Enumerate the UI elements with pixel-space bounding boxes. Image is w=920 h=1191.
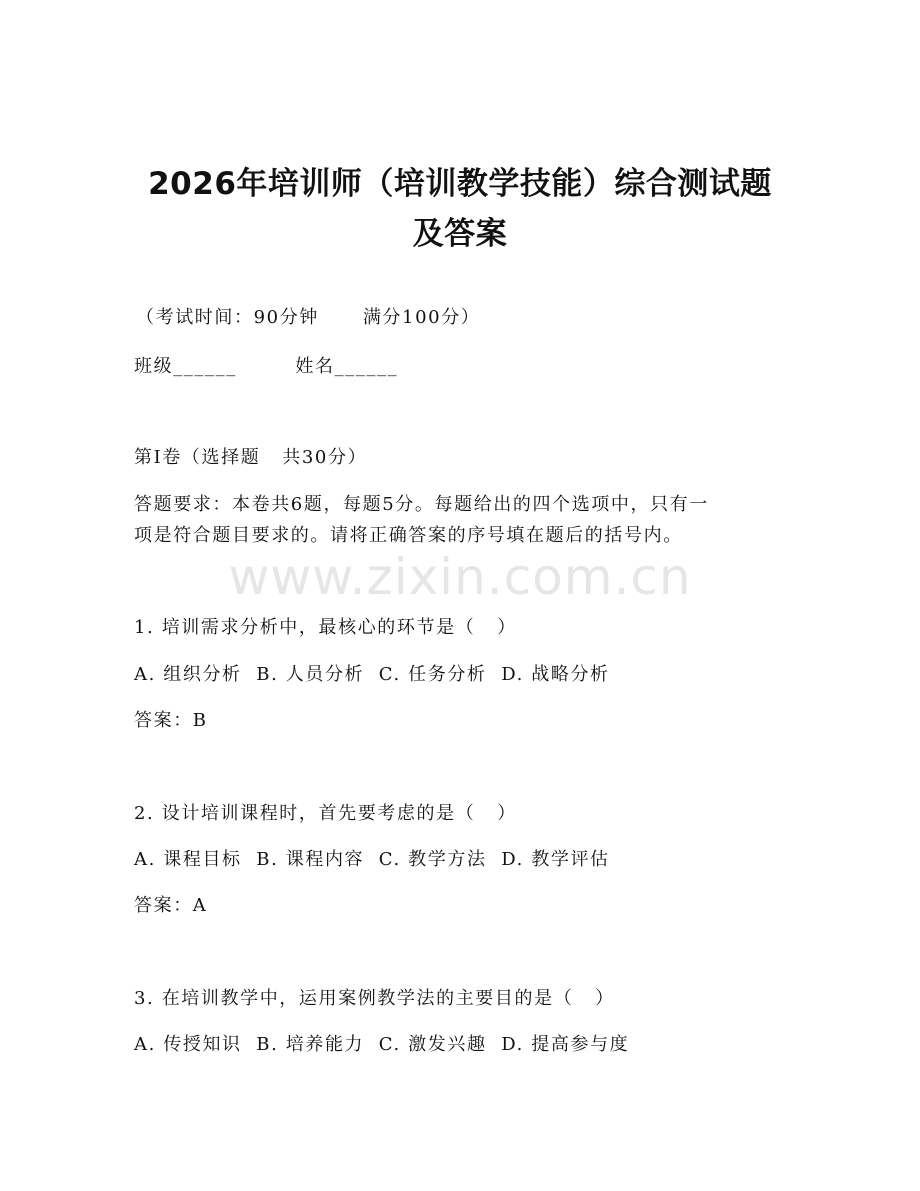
question-2-stem: 2. 设计培训课程时，首先要考虑的是（ ） bbox=[134, 803, 517, 824]
watermark: www.zixin.com.cn bbox=[228, 548, 692, 606]
question-3-stem: 3. 在培训教学中，运用案例教学法的主要目的是（ ） bbox=[134, 988, 615, 1009]
question-1-options: A. 组织分析 B. 人员分析 C. 任务分析 D. 战略分析 bbox=[134, 664, 610, 685]
instructions-line-1: 答题要求：本卷共6题，每题5分。每题给出的四个选项中，只有一 bbox=[134, 494, 709, 515]
class-name-fields: 班级______ 姓名______ bbox=[134, 356, 399, 377]
question-3-options: A. 传授知识 B. 培养能力 C. 激发兴趣 D. 提高参与度 bbox=[134, 1034, 630, 1055]
question-1-stem: 1. 培训需求分析中，最核心的环节是（ ） bbox=[134, 617, 517, 638]
section-heading: 第I卷（选择题 共30分） bbox=[134, 447, 368, 468]
question-2-answer: 答案：A bbox=[134, 895, 208, 916]
document-title-line-1: 2026年培训师（培训教学技能）综合测试题 bbox=[148, 166, 772, 202]
exam-info: （考试时间：90分钟 满分100分） bbox=[136, 307, 481, 328]
question-2-options: A. 课程目标 B. 课程内容 C. 教学方法 D. 教学评估 bbox=[134, 849, 610, 870]
document-title-line-2: 及答案 bbox=[412, 216, 508, 252]
instructions-line-2: 项是符合题目要求的。请将正确答案的序号填在题后的括号内。 bbox=[134, 525, 683, 546]
question-1-answer: 答案：B bbox=[134, 710, 208, 731]
